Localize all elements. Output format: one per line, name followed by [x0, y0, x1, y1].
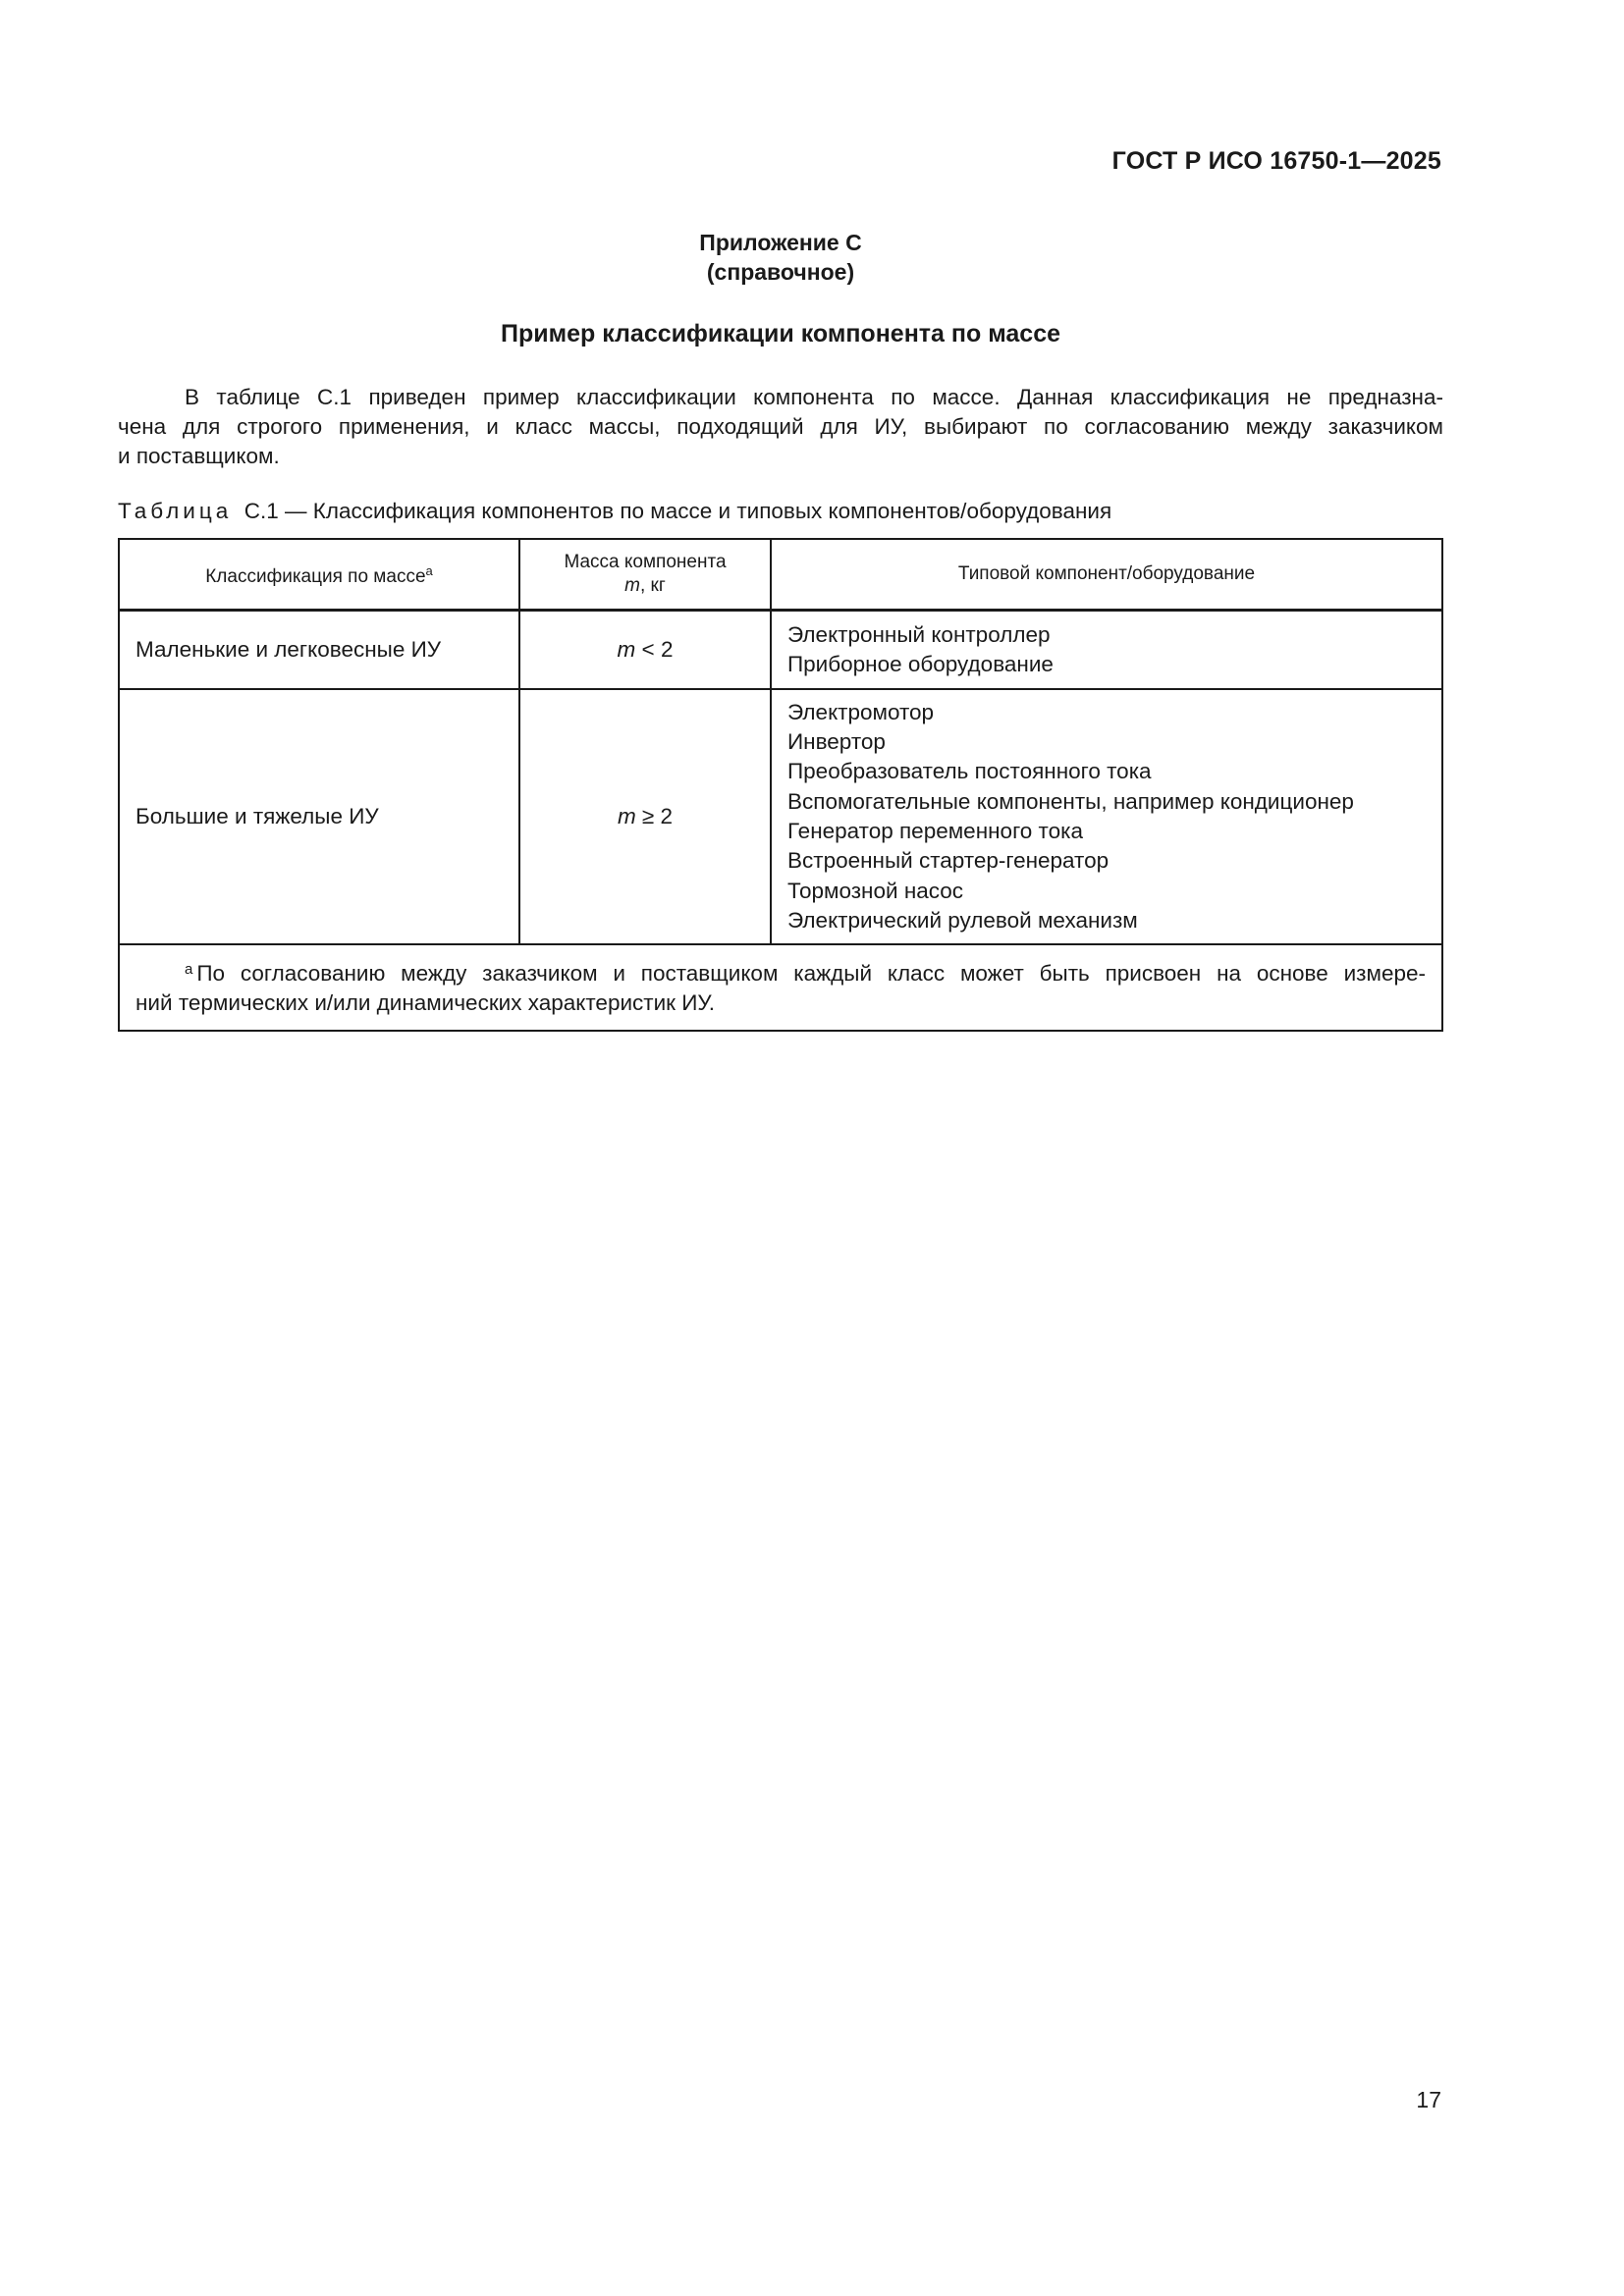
table-header-row [119, 539, 1442, 611]
footnote-line [135, 955, 1426, 988]
footnote-line: ний термических и/или динамических характеристик ИУ. [135, 990, 715, 1015]
cell-mass [519, 689, 771, 944]
header-classification [119, 539, 519, 611]
cell-mass [519, 611, 771, 690]
document-code: ГОСТ Р ИСО 16750-1—2025 [1111, 147, 1441, 175]
cell-components [771, 611, 1442, 690]
header-mass-symbol: m [624, 575, 640, 596]
header-mass-line2 [520, 574, 770, 598]
component-item: Преобразователь постоянного тока [787, 759, 1152, 784]
annex-heading [0, 228, 1561, 287]
component-item: Инвертор [787, 729, 886, 755]
header-typical: Типовой компонент/оборудование [771, 539, 1442, 611]
annex-label: Приложение С [699, 230, 862, 255]
component-item: Электромотор [787, 699, 935, 724]
header-mass-line1: Масса компонента [564, 552, 727, 572]
component-item: Вспомогательные компоненты, например кондиционер [787, 788, 1354, 814]
component-item: Электронный контроллер [787, 621, 1051, 647]
table-caption [118, 499, 1111, 524]
mass-symbol: m [617, 804, 636, 828]
annex-title: Пример классификации компонента по массе [501, 320, 1060, 347]
page-number: 17 [1416, 2087, 1441, 2112]
component-item: Генератор переменного тока [787, 819, 1083, 843]
header-classification-text: Классификация по массе [205, 566, 426, 587]
cell-classification: Маленькие и легковесные ИУ [119, 611, 519, 690]
component-item: Тормозной насос [787, 878, 964, 903]
header-mass [519, 539, 771, 611]
table-caption-label: Таблица [118, 499, 233, 523]
intro-line: В таблице С.1 приведен пример классификации компонента по массе. Данная классификация не предназна- [185, 385, 1443, 409]
classification-table [118, 538, 1443, 1032]
footnote-line-text: По согласованию между заказчиком и поставщиком каждый класс может быть присвоен на основе измере- [196, 961, 1426, 986]
component-item: Приборное оборудование [787, 652, 1054, 676]
cell-classification: Большие и тяжелые ИУ [119, 689, 519, 944]
header-footnote-marker: a [425, 563, 433, 578]
mass-condition: ≥ 2 [635, 804, 674, 828]
table-footnote [119, 944, 1442, 1031]
component-item: Встроенный стартер-генератор [787, 848, 1110, 874]
annex-status: (справочное) [706, 259, 855, 285]
table-caption-text: С.1 — Классификация компонентов по массе и типовых компонентов/оборудования [244, 499, 1112, 523]
table-row [119, 611, 1442, 690]
table-row [119, 689, 1442, 944]
component-item: Электрический рулевой механизм [787, 907, 1138, 933]
cell-components [771, 689, 1442, 944]
mass-condition: < 2 [635, 637, 674, 662]
table-footnote-row [119, 944, 1442, 1031]
mass-symbol: m [617, 637, 636, 662]
intro-paragraph [118, 383, 1443, 471]
intro-line: чена для строгого применения, и класс массы, подходящий для ИУ, выбирают по согласованию между заказчиком [118, 414, 1443, 439]
header-mass-unit: , кг [640, 575, 666, 596]
footnote-marker: a [185, 961, 193, 978]
intro-line: и поставщиком. [118, 444, 280, 468]
